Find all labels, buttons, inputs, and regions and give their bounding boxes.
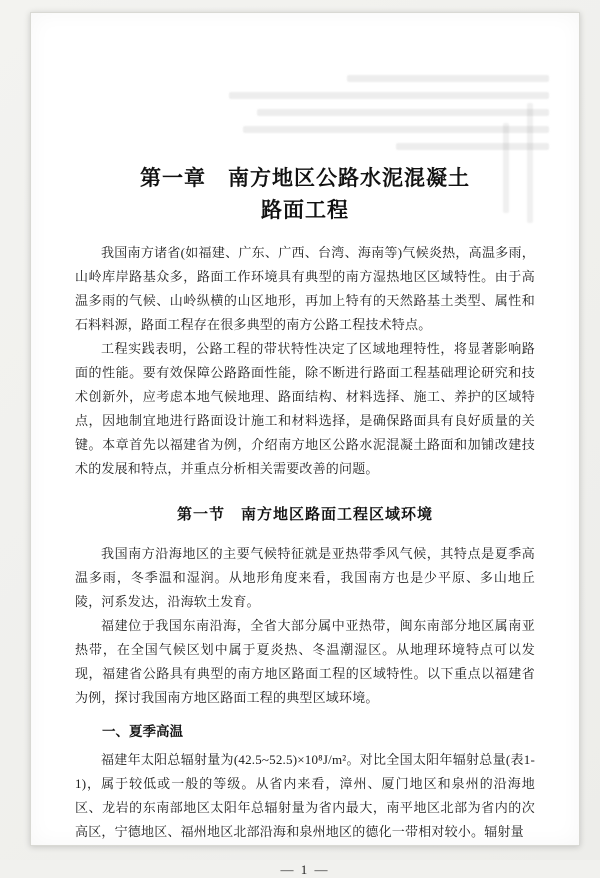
body-paragraph: 福建年太阳总辐射量为(42.5~52.5)×10⁸J/m²。对比全国太阳年辐射总量(表1-1)，属于较低或一般的等级。从省内来看，漳州、厦门地区和泉州的沿海地区、龙岩的东南部地区太阳年总辐射量为省内最大，南平地区北部为省内的次高区，宁德地区、福州地区北部沿海和泉州地区的德化一带相对较小。辐射量 (75, 752, 535, 839)
chapter-title-line1: 第一章 南方地区公路水泥混凝土 (140, 167, 470, 190)
subsection-heading: 一、夏季高温 (102, 724, 183, 739)
page-content (75, 13, 535, 878)
chapter-title (75, 163, 535, 227)
body-paragraph: 工程实践表明，公路工程的带状特性决定了区域地理特性，将显著影响路面的性能。要有效保障公路路面性能，除不断进行路面工程基础理论研究和技术创新外，应考虑本地气候地理、路面结构、材料选择、施工、养护的区域特点，因地制宜地进行路面设计施工和材料选择，是确保路面具有良好质量的关键。本章首先以福建省为例，介绍南方地区公路水泥混凝土路面和加铺改建技术的发展和特点，并重点分析相关需要改善的问题。 (75, 341, 535, 476)
scanned-page (30, 12, 580, 877)
chapter-title-line2: 路面工程 (261, 199, 349, 222)
body-paragraph: 福建位于我国东南沿海，全省大部分属中亚热带，闽东南部分地区属南亚热带，在全国气候区划中属于夏炎热、冬温潮湿区。从地理环境特点可以发现，福建省公路具有典型的南方地区路面工程的区域特性。以下重点以福建省为例，探讨我国南方地区路面工程的典型区域环境。 (75, 618, 535, 705)
body-paragraph: 我国南方诸省(如福建、广东、广西、台湾、海南等)气候炎热，高温多雨，山岭库岸路基众多，路面工作环境具有典型的南方湿热地区区域特性。由于高温多雨的气候、山岭纵横的山区地形，再加上特有的天然路基土类型、属性和石料料源，路面工程存在很多典型的南方公路工程技术特点。 (75, 245, 535, 332)
body-paragraph: 我国南方沿海地区的主要气候特征就是亚热带季风气候，其特点是夏季高温多雨，冬季温和湿润。从地形角度来看，我国南方也是少平原、多山地丘陵，河系发达，沿海软土发育。 (75, 546, 535, 609)
section-heading: 第一节 南方地区路面工程区域环境 (176, 506, 433, 523)
page-number: — 1 — (280, 862, 330, 877)
